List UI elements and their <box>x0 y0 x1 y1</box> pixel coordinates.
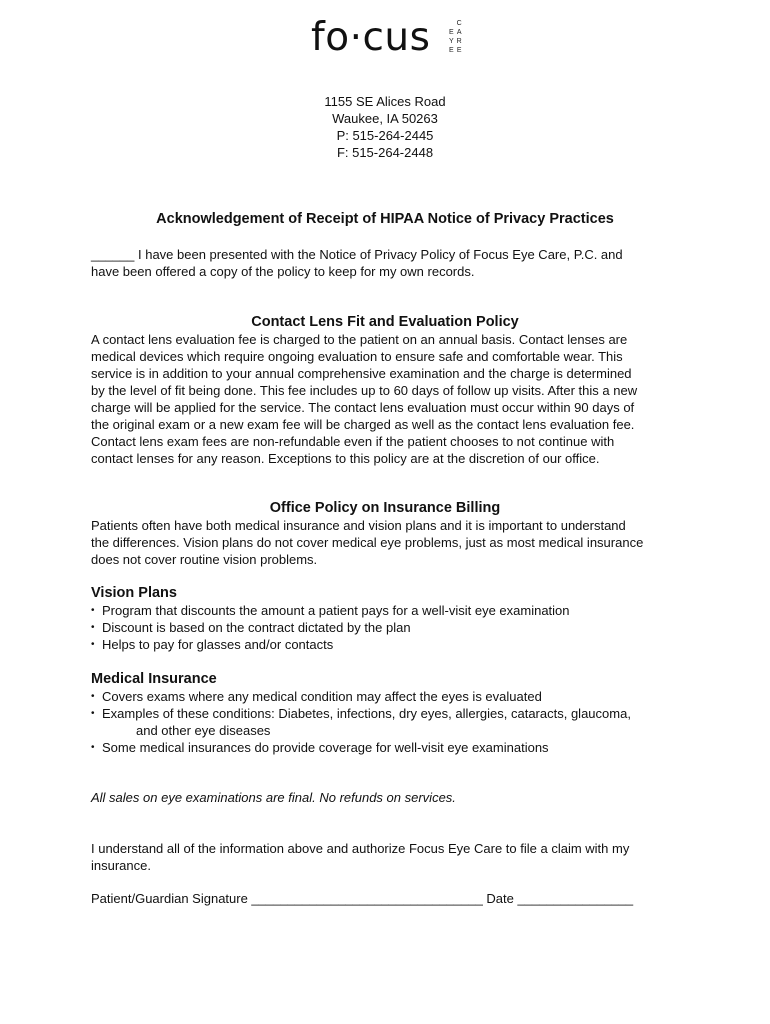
insurance-billing-title: Office Policy on Insurance Billing <box>269 500 501 516</box>
logo-letter: C <box>456 20 462 27</box>
insurance-billing-text <box>91 517 691 568</box>
address-phone: P: 515-264-2445 <box>336 128 434 143</box>
signature-line <box>91 890 691 907</box>
text-line: insurance. <box>91 858 151 873</box>
text-line: medical devices which require ongoing evaluation to ensure safe and comfortable wear. This <box>91 349 623 364</box>
authorization-statement <box>91 840 691 874</box>
text-line: service is in addition to your annual comprehensive examination and the charge is determined <box>91 366 632 381</box>
list-item: • Program that discounts the amount a patient pays for a well-visit eye examination <box>91 602 691 619</box>
text-line: contact lenses for any reason. Exceptions to this policy are at the discretion of our office. <box>91 451 600 466</box>
logo-letter: Y <box>449 38 454 45</box>
focus-eye-care-logo <box>0 16 770 60</box>
text-line: the original exam or a new exam fee will be charged as well as the contact lens evaluation fee. <box>91 417 635 432</box>
list-item: • Helps to pay for glasses and/or contacts <box>91 636 691 653</box>
list-item: • Covers exams where any medical condition may affect the eyes is evaluated <box>91 688 691 705</box>
logo-letter: E <box>456 47 462 54</box>
text-line: does not cover routine vision problems. <box>91 552 318 567</box>
address-city: Waukee, IA 50263 <box>332 111 438 126</box>
text-line: the differences. Vision plans do not cover medical eye problems, just as most medical insurance <box>91 535 644 550</box>
logo-care-letters <box>457 19 462 55</box>
list-item <box>91 705 691 722</box>
list-item-text: Examples of these conditions: Diabetes, infections, dry eyes, allergies, cataracts, glaucoma, <box>102 706 631 721</box>
signature-date-fields: Patient/Guardian Signature ________________________________ Date ________________ <box>91 891 634 906</box>
list-item-continuation: and other eye diseases <box>136 723 271 738</box>
text-line: I understand all of the information above and authorize Focus Eye Care to file a claim with my <box>91 841 630 856</box>
practice-address <box>0 93 770 161</box>
contact-lens-policy-text <box>91 331 691 467</box>
address-fax: F: 515-264-2448 <box>336 145 434 160</box>
logo-eye-letters <box>449 19 454 55</box>
text-line: All sales on eye examinations are final. No refunds on services. <box>91 790 456 805</box>
hipaa-acknowledgement <box>91 246 691 280</box>
text-line: Patients often have both medical insurance and vision plans and it is important to understand <box>91 518 626 533</box>
logo-wordmark: fo·cus <box>311 15 431 60</box>
vision-plans-heading: Vision Plans <box>91 585 177 601</box>
logo-letter: E <box>449 47 454 54</box>
logo-side-letters <box>449 19 462 55</box>
hipaa-title: Acknowledgement of Receipt of HIPAA Notice of Privacy Practices <box>156 211 614 227</box>
vision-plans-list <box>91 602 691 653</box>
text-line: have been offered a copy of the policy to keep for my own records. <box>91 264 475 279</box>
text-line: A contact lens evaluation fee is charged to the patient on an annual basis. Contact lenses are <box>91 332 628 347</box>
address-street: 1155 SE Alices Road <box>324 94 446 109</box>
text-line: ______ I have been presented with the Notice of Privacy Policy of Focus Eye Care, P.C. and <box>91 247 623 262</box>
text-line: Contact lens exam fees are non-refundable even if the patient chooses to not continue with <box>91 434 615 449</box>
medical-insurance-heading: Medical Insurance <box>91 671 217 687</box>
list-item: • Some medical insurances do provide coverage for well-visit eye examinations <box>91 739 691 756</box>
medical-insurance-list <box>91 688 691 756</box>
contact-lens-title: Contact Lens Fit and Evaluation Policy <box>251 314 519 330</box>
text-line: by the level of fit being done. This fee includes up to 60 days of follow up visits. After this a new <box>91 383 638 398</box>
text-line: charge will be applied for the service. The contact lens evaluation must occur within 90 days of <box>91 400 635 415</box>
logo-letter: A <box>456 29 462 36</box>
logo-letter: R <box>456 38 462 45</box>
logo-letter: E <box>449 29 454 36</box>
list-item: • Discount is based on the contract dictated by the plan <box>91 619 691 636</box>
no-refunds-note <box>91 789 691 806</box>
